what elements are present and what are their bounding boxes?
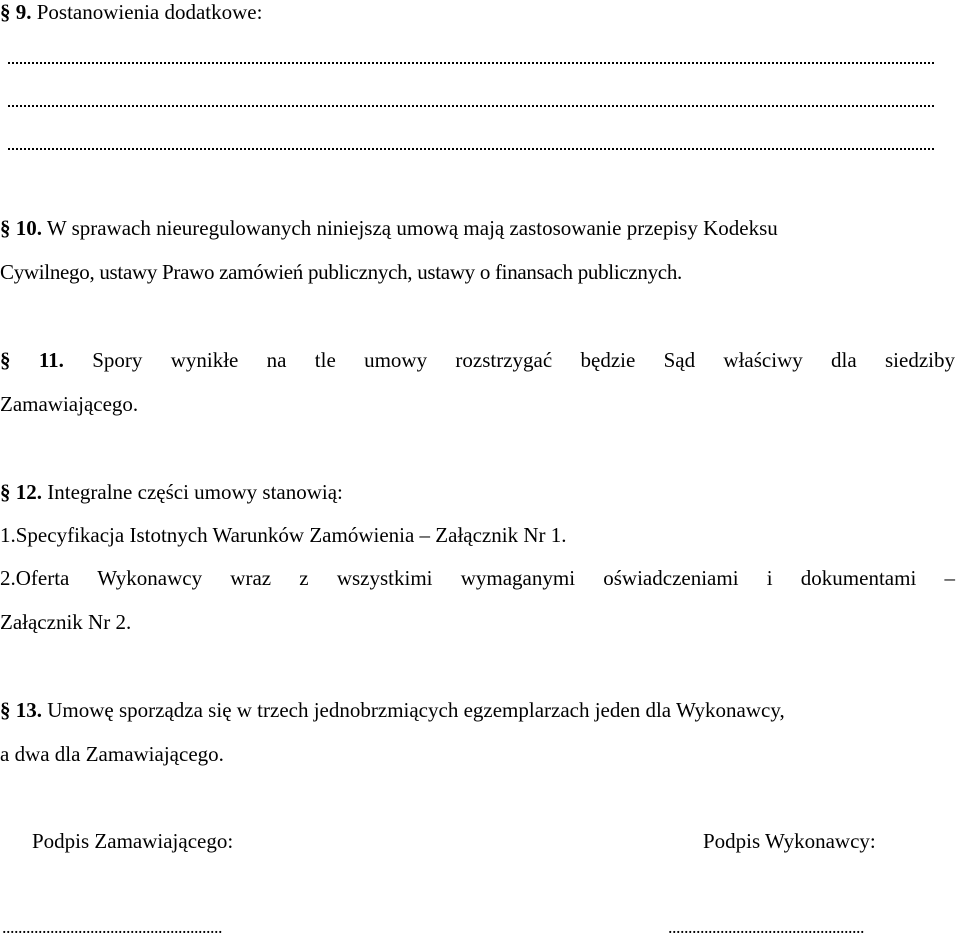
signature-line-contractor: .................................................: [668, 917, 864, 937]
blank-dotted-line: [8, 62, 934, 64]
blank-dotted-line: [8, 105, 934, 107]
section-11-line-1: [0, 350, 955, 371]
section-10-line-1: [0, 218, 778, 239]
signature-label-contractor: Podpis Wykonawcy:: [703, 829, 876, 853]
attachment-item-2-line-1: 2.Oferta Wykonawcy wraz z wszystkimi wymaganymi oświadczeniami i dokumentami –: [0, 566, 955, 590]
signature-label-ordering-party: Podpis Zamawiającego:: [32, 829, 234, 853]
section-symbol: §: [0, 0, 11, 24]
section-text: Umowę sporządza się w trzech jednobrzmiących egzemplarzach jeden dla Wykonawcy,: [47, 698, 785, 722]
attachment-item-1: 1.Specyfikacja Istotnych Warunków Zamówienia – Załącznik Nr 1.: [0, 523, 567, 547]
section-11-line-2: Zamawiającego.: [0, 392, 139, 416]
section-text: Postanowienia dodatkowe:: [36, 0, 263, 24]
section-12-heading: [0, 482, 343, 503]
section-text: Spory wynikłe na tle umowy rozstrzygać będzie Sąd właściwy dla siedziby: [92, 348, 955, 372]
section-number: 10.: [15, 216, 42, 240]
attachment-item-2-line-2: Załącznik Nr 2.: [0, 610, 132, 634]
section-symbol: §: [0, 348, 11, 372]
signature-line-ordering-party: .......................................................: [2, 917, 222, 937]
section-number: 12.: [15, 480, 42, 504]
section-10-line-2: Cywilnego, ustawy Prawo zamówień publicznych, ustawy o finansach publicznych.: [0, 260, 682, 284]
section-text: W sprawach nieuregulowanych niniejszą umową mają zastosowanie przepisy Kodeksu: [46, 216, 778, 240]
section-text: Integralne części umowy stanowią:: [47, 480, 343, 504]
section-13-line-2: a dwa dla Zamawiającego.: [0, 742, 224, 766]
section-number: 11.: [38, 348, 64, 372]
section-13-line-1: [0, 700, 785, 721]
blank-dotted-line: [8, 148, 934, 150]
section-symbol: §: [0, 698, 11, 722]
section-number: 13.: [15, 698, 42, 722]
section-symbol: §: [0, 216, 11, 240]
section-9-heading: [0, 2, 262, 23]
section-number: 9.: [15, 0, 32, 24]
section-symbol: §: [0, 480, 11, 504]
